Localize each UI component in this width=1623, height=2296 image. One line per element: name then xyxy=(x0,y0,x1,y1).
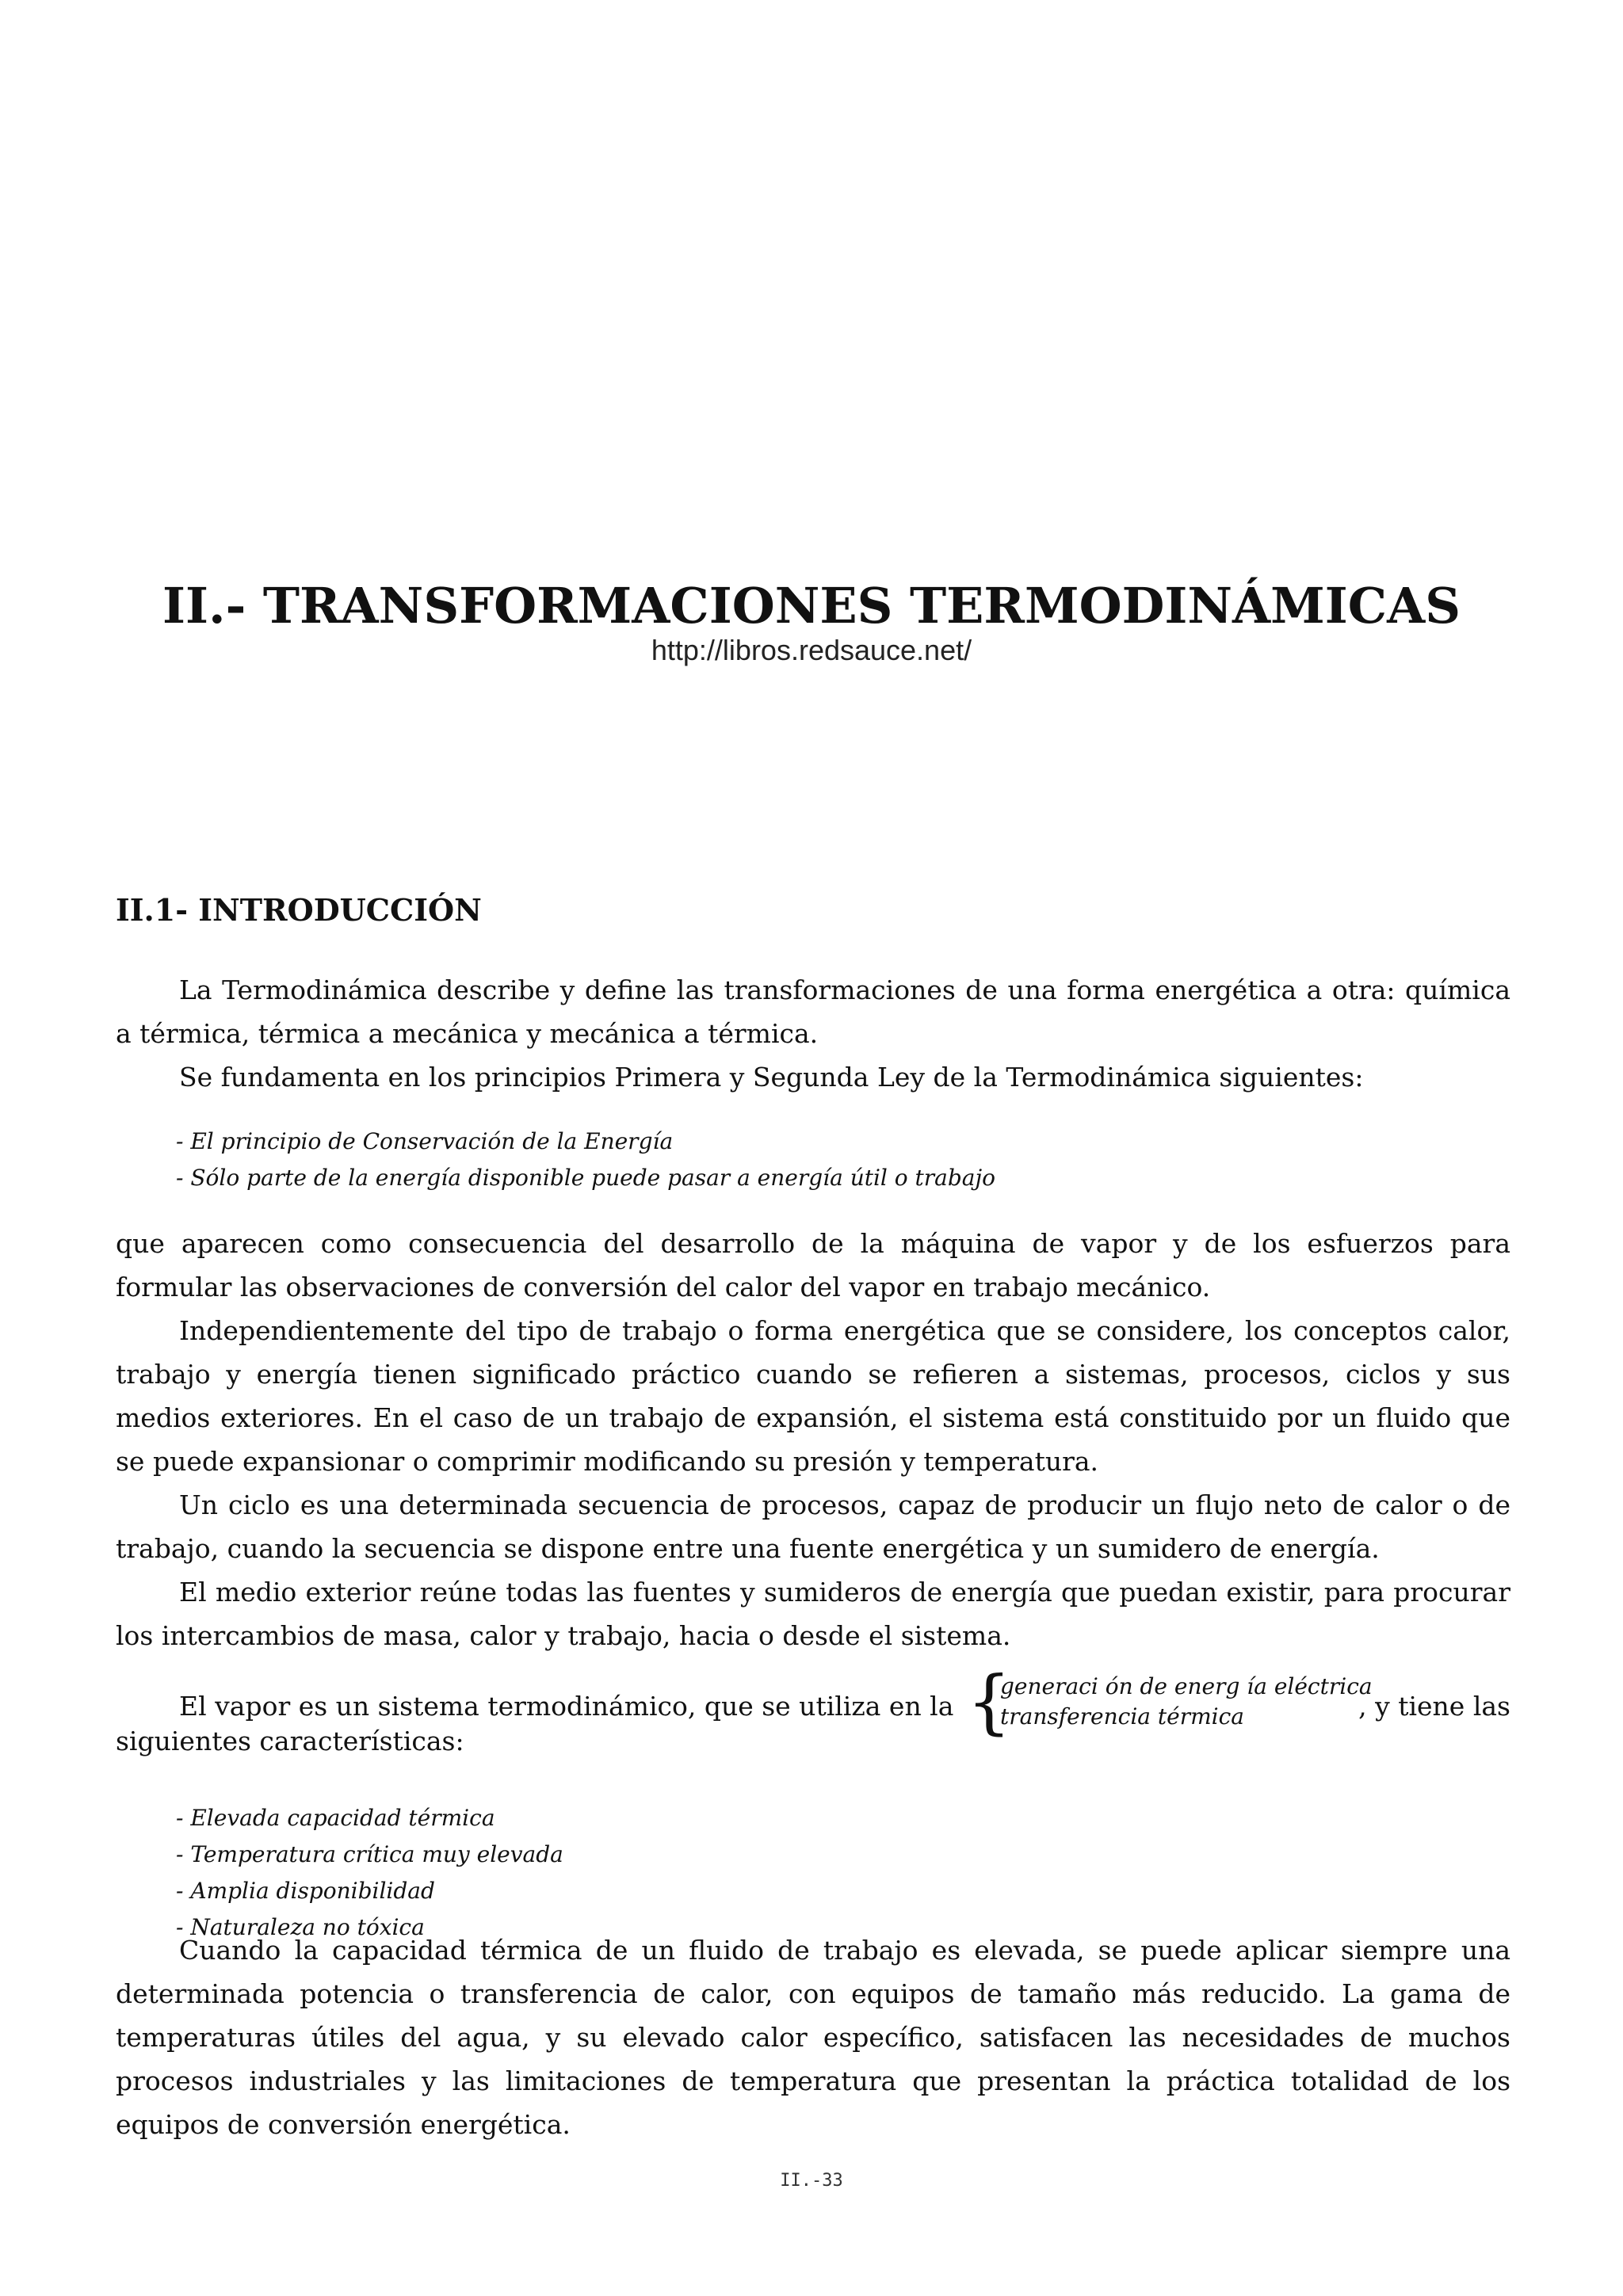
page-number: II.-33 xyxy=(780,2171,843,2191)
list-item: - Naturaleza no tóxica xyxy=(176,1914,425,1940)
paragraph-exterior: El medio exterior reúne todas las fuentes y sumideros de energía que puedan existir, para procurar los intercambios de masa, calor y trabajo, hacia o desde el sistema. xyxy=(116,1577,1510,1651)
paragraph-intro: La Termodinámica describe y define las transformaciones de una forma energética a otra: química a térmica, térmica a mecánica y mecánica a térmica. xyxy=(116,974,1510,1049)
left-brace: { xyxy=(967,1661,1011,1742)
vapor-lead-text: El vapor es un sistema termodinámico, que se utiliza en la xyxy=(179,1691,954,1722)
list-item: - Amplia disponibilidad xyxy=(176,1878,435,1904)
paragraph-thermal-capacity: Cuando la capacidad térmica de un fluido de trabajo es elevada, se puede aplicar siempre una determinada potencia o transferencia de calor, con equipos de tamaño más reducido. La gama de temperaturas útiles del agua, y su elevado calor específico, satisfacen las necesidades de muchos procesos industriales y las limitaciones de temperatura que presentan la práctica totalidad de los equipos de conversión energética. xyxy=(116,1935,1510,2140)
vapor-uses-brace xyxy=(1000,1672,1373,1732)
vapor-trail-text: , y tiene las xyxy=(1358,1691,1510,1722)
section-heading: II.1- INTRODUCCIÓN xyxy=(116,892,482,928)
paragraph-steam-engine: que aparecen como consecuencia del desarrollo de la máquina de vapor y de los esfuerzos para formular las observaciones de conversión del calor del vapor en trabajo mecánico. xyxy=(116,1228,1510,1302)
list-item: - Temperatura crítica muy elevada xyxy=(176,1841,563,1867)
characteristics-list xyxy=(176,1800,563,1946)
list-item: - Elevada capacidad térmica xyxy=(176,1805,495,1831)
source-url: http://libros.redsauce.net/ xyxy=(651,634,972,666)
vapor-continuation: siguientes características: xyxy=(116,1726,464,1756)
list-item: - El principio de Conservación de la Energía xyxy=(176,1128,674,1154)
brace-item: generaci ón de energ ía eléctrica xyxy=(1000,1673,1373,1699)
page-title: II.- TRANSFORMACIONES TERMODINÁMICAS xyxy=(162,577,1461,635)
paragraph-cycle: Un ciclo es una determinada secuencia de procesos, capaz de producir un flujo neto de calor o de trabajo, cuando la secuencia se dispone entre una fuente energética y un sumidero de energía. xyxy=(116,1489,1510,1564)
brace-item: transferencia térmica xyxy=(1000,1703,1244,1730)
principles-list xyxy=(176,1123,995,1196)
paragraph-work-energy: Independientemente del tipo de trabajo o forma energética que se considere, los conceptos calor, trabajo y energía tienen significado práctico cuando se refieren a sistemas, procesos, ciclos y sus medios exteriores. En el caso de un trabajo de expansión, el sistema está constituido por un fluido que se puede expansionar o comprimir modificando su presión y temperatura. xyxy=(116,1315,1510,1477)
paragraph-principles-intro: Se fundamenta en los principios Primera y Segunda Ley de la Termodinámica siguientes: xyxy=(179,1062,1364,1093)
list-item: - Sólo parte de la energía disponible puede pasar a energía útil o trabajo xyxy=(176,1165,996,1191)
